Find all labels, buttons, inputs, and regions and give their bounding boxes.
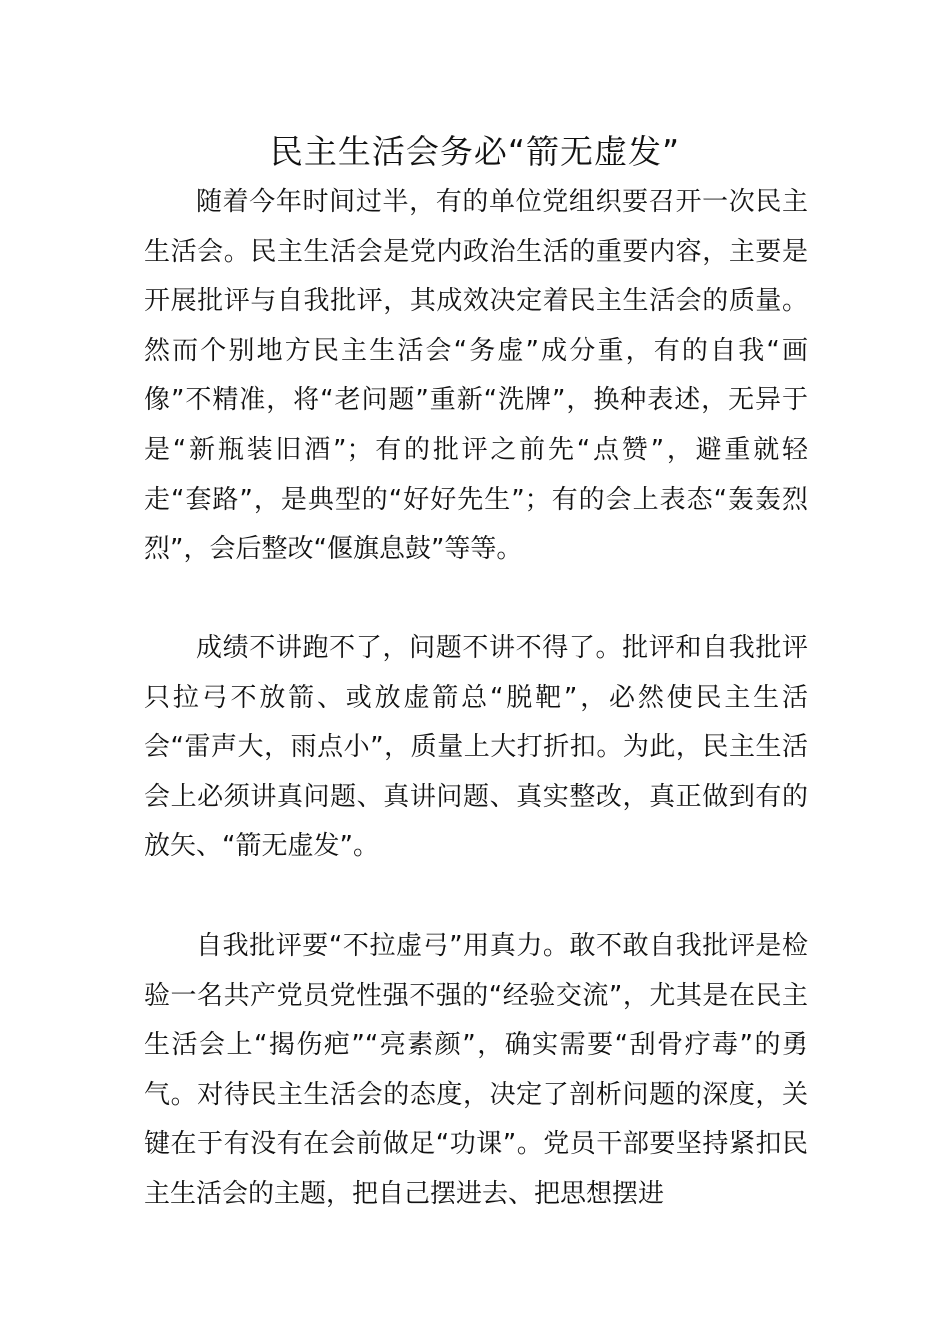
paragraph-2: 成绩不讲跑不了，问题不讲不得了。批评和自我批评只拉弓不放箭、或放虚箭总“脱靶”，必然使民主生活会“雷声大，雨点小”，质量上大打折扣。为此，民主生活会上必须讲真问题、真讲问题、真实整改，真正做到有的放矢、“箭无虚发”。 [144, 633, 808, 862]
document-title: 民主生活会务必“箭无虚发” [269, 132, 681, 171]
paragraph-1: 随着今年时间过半，有的单位党组织要召开一次民主生活会。民主生活会是党内政治生活的重要内容，主要是开展批评与自我批评，其成效决定着民主生活会的质量。然而个别地方民主生活会“务虚”成分重，有的自我“画像”不精准，将“老问题”重新“洗牌”，换种表述，无异于是“新瓶装旧酒”；有的批评之前先“点赞”，避重就轻走“套路”，是典型的“好好先生”；有的会上表态“轰轰烈烈”，会后整改“偃旗息鼓”等等。 [144, 187, 808, 565]
paragraph-3: 自我批评要“不拉虚弓”用真力。敢不敢自我批评是检验一名共产党员党性强不强的“经验交流”，尤其是在民主生活会上“揭伤疤”“亮素颜”，确实需要“刮骨疗毒”的勇气。对待民主生活会的态度，决定了剖析问题的深度，关键在于有没有在会前做足“功课”。党员干部要坚持紧扣民主生活会的主题，把自己摆进去、把思想摆进 [144, 931, 808, 1209]
